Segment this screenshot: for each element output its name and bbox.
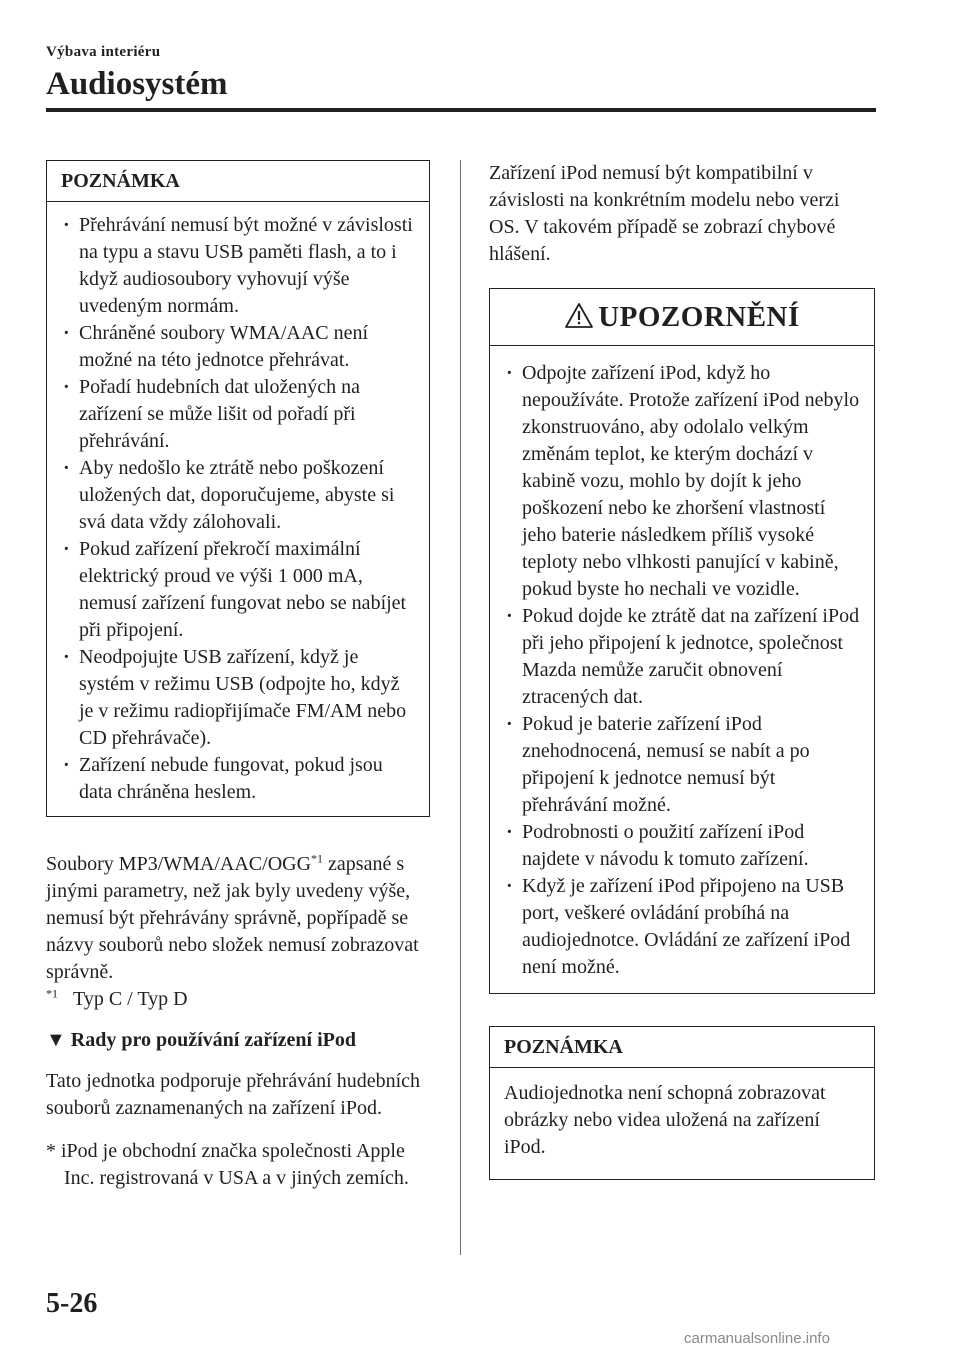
note-box-body (490, 1068, 874, 1179)
list-item: · Odpojte zařízení iPod, když ho nepoužíváte. Protože zařízení iPod nebylo zkonstruováno, aby odolalo velkým změnám teplot, ke kterým dochází v kabině vozu, mohlo by dojít k jeho poškození nebo ke zhoršení vlastností jeho baterie následkem příliš vysoké teploty nebo vlhkosti panující v kabině, pokud byste ho nechali ve vozidle. (504, 360, 860, 603)
header-rule (46, 108, 876, 112)
ipod-intro-paragraph: Tato jednotka podporuje přehrávání hudebních souborů zaznamenaných na zařízení iPod. (46, 1070, 421, 1119)
caution-box-title: UPOZORNĚNÍ (490, 289, 874, 346)
page-number: 5-26 (46, 1288, 98, 1319)
file-format-paragraph: Soubory MP3/WMA/AAC/OGG$^{*1}$ zapsané s jinými parametry, než jak byly uvedeny výše, nemusí být přehrávány správně, popřípadě se názvy souborů nebo složek nemusí zobrazovat správně. (46, 851, 419, 983)
list-item: · Pokud dojde ke ztrátě dat na zařízení iPod při jeho připojení k jednotce, společnost Mazda nemůže zaručit obnovení ztracených dat. (504, 603, 860, 711)
list-item: · Když je zařízení iPod připojeno na USB port, veškeré ovládání probíhá na audiojednotce. Ovládání ze zařízení iPod není možné. (504, 873, 860, 981)
section-label: Výbava interiéru (46, 44, 161, 60)
list-item: · Podrobnosti o použití zařízení iPod najdete v návodu k tomuto zařízení. (504, 819, 860, 873)
watermark: carmanualsonline.info (684, 1330, 830, 1347)
compatibility-paragraph: Zařízení iPod nemusí být kompatibilní v závislosti na konkrétním modelu nebo verzi OS. V takovém případě se zobrazí chybové hlášení. (489, 162, 840, 265)
list-item: · Aby nedošlo ke ztrátě nebo poškození uložených dat, doporučujeme, abyste si svá data vždy zálohovali. (61, 455, 417, 536)
list-item: · Přehrávání nemusí být možné v závislosti na typu a stavu USB paměti flash, a to i když audiosoubory vyhovují výše uvedeným normám. (61, 212, 417, 320)
warning-triangle-icon (564, 302, 594, 329)
left-column (46, 160, 430, 1192)
note-box-body (47, 202, 429, 816)
note-box-usb (46, 160, 430, 817)
page-header (46, 44, 876, 103)
chapter-title: Audiosystém (46, 66, 228, 102)
note-list (61, 212, 417, 806)
column-divider (460, 160, 461, 1255)
list-item: · Pokud je baterie zařízení iPod znehodnocená, nemusí se nabít a po připojení k jednotce nemusí být přehrávání možné. (504, 711, 860, 819)
caution-list (504, 360, 860, 981)
note-box-title: POZNÁMKA (47, 161, 429, 202)
right-column (489, 160, 875, 1180)
footnote: $^{*1}$ Typ C / Typ D (46, 986, 188, 1010)
triangle-marker-icon: ▼ (46, 1029, 66, 1051)
list-item: · Neodpojujte USB zařízení, když je systém v režimu USB (odpojte ho, když je v režimu radiopřijímače FM/AM nebo CD přehrávače). (61, 644, 417, 752)
caution-box-body (490, 346, 874, 993)
note-box-ipod (489, 1026, 875, 1180)
note-box-title: POZNÁMKA (490, 1027, 874, 1068)
caution-box (489, 288, 875, 994)
section-heading: ▼ Rady pro používání zařízení iPod (46, 1029, 357, 1051)
footnote-ref: *1 (311, 851, 324, 866)
list-item: · Zařízení nebude fungovat, pokud jsou data chráněna heslem. (61, 752, 417, 806)
list-item: · Pořadí hudebních dat uložených na zařízení se může lišit od pořadí při přehrávání. (61, 374, 417, 455)
list-item: · Chráněné soubory WMA/AAC není možné na této jednotce přehrávat. (61, 320, 417, 374)
list-item: · Pokud zařízení překročí maximální elektrický proud ve výši 1 000 mA, nemusí zařízení fungovat nebo se nabíjet při připojení. (61, 536, 417, 644)
trademark-note: * iPod je obchodní značka společnosti Apple Inc. registrovaná v USA a v jiných zemích. (46, 1140, 409, 1189)
note-text: Audiojednotka není schopná zobrazovat obrázky nebo videa uložená na zařízení iPod. (504, 1082, 826, 1158)
asterisk-icon: * (46, 1140, 56, 1162)
